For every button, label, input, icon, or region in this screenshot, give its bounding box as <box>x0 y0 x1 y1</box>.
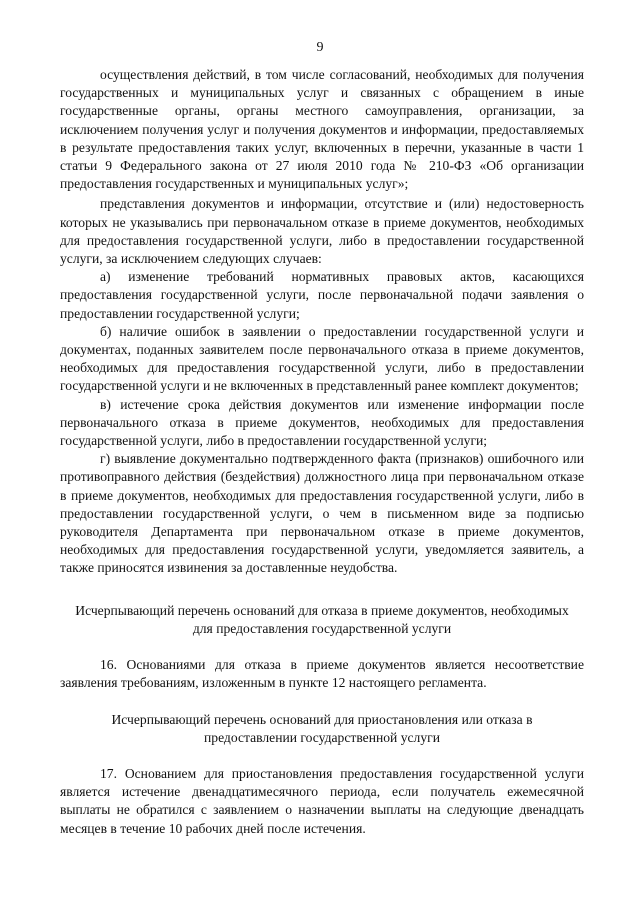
section-heading-refusal-grounds: Исчерпывающий перечень оснований для отказа в приеме документов, необходимых для предоставления государственной услуги <box>75 602 569 636</box>
section-heading-suspension-grounds: Исчерпывающий перечень оснований для приостановления или отказа в предоставлении государственной услуги <box>111 711 533 745</box>
paragraph-case-a: а) изменение требований нормативных правовых актов, касающихся предоставления государственной услуги, после первоначальной подачи заявления о предоставлении государственной услуги; <box>60 269 584 321</box>
paragraph-presentation-of-documents: представления документов и информации, отсутствие и (или) недостоверность которых не указывались при первоначальном отказе в приеме документов, необходимых для предоставления государственной услуги, либо в предоставлении государственной услуги, за исключением следующих случаев: <box>60 196 584 267</box>
section-spacer <box>60 693 584 711</box>
section-spacer <box>60 638 584 656</box>
paragraph-continuation: осуществления действий, в том числе согласований, необходимых для получения государственных и муниципальных услуг и связанных с обращением в иные государственные органы, органы местного самоуправления, организации, за исключением получения услуг и получения документов и информации, предоставляемых в результате предоставления таких услуг, включенных в перечни, указанные в части 1 статьи 9 Федерального закона от 27 июля 2010 года № 210-ФЗ «Об организации предоставления государственных и муниципальных услуг»; <box>60 67 584 192</box>
paragraph-case-v: в) истечение срока действия документов или изменение информации после первоначального отказа в приеме документов, необходимых для предоставления государственной услуги, либо в предоставлении государственной услуги; <box>60 396 584 449</box>
paragraph-case-g: г) выявление документально подтвержденного факта (признаков) ошибочного или противоправного действия (бездействия) должностного лица при первоначальном отказе в приеме документов, необходимых для предоставления государственной услуги, либо в предоставлении государственной услуги, о чем в письменном виде за подписью руководителя Департамента при первоначальном отказе в приеме документов, необходимых для предоставления государственной услуги, уведомляется заявитель, а также приносятся извинения за доставленные неудобства. <box>60 451 584 576</box>
paragraph-item-16: 16. Основаниями для отказа в приеме документов является несоответствие заявления требованиям, изложенным в пункте 12 настоящего регламента. <box>60 657 584 691</box>
paragraph-item-17: 17. Основанием для приостановления предоставления государственной услуги является истечение двенадцатимесячного периода, если получатель ежемесячной выплаты не обратился с заявлением о назначении выплаты на следующие двенадцать месяцев в течение 10 рабочих дней после истечения. <box>60 765 584 836</box>
document-body <box>60 66 584 838</box>
paragraph-case-b: б) наличие ошибок в заявлении о предоставлении государственной услуги и документах, поданных заявителем после первоначального отказа в приеме документов, необходимых для предоставления государственной услуги, либо в предоставлении государственной услуги и не включенных в представленный ранее комплект документов; <box>60 323 584 394</box>
section-spacer <box>60 578 584 602</box>
page-number: 9 <box>316 40 324 55</box>
section-spacer <box>60 747 584 765</box>
